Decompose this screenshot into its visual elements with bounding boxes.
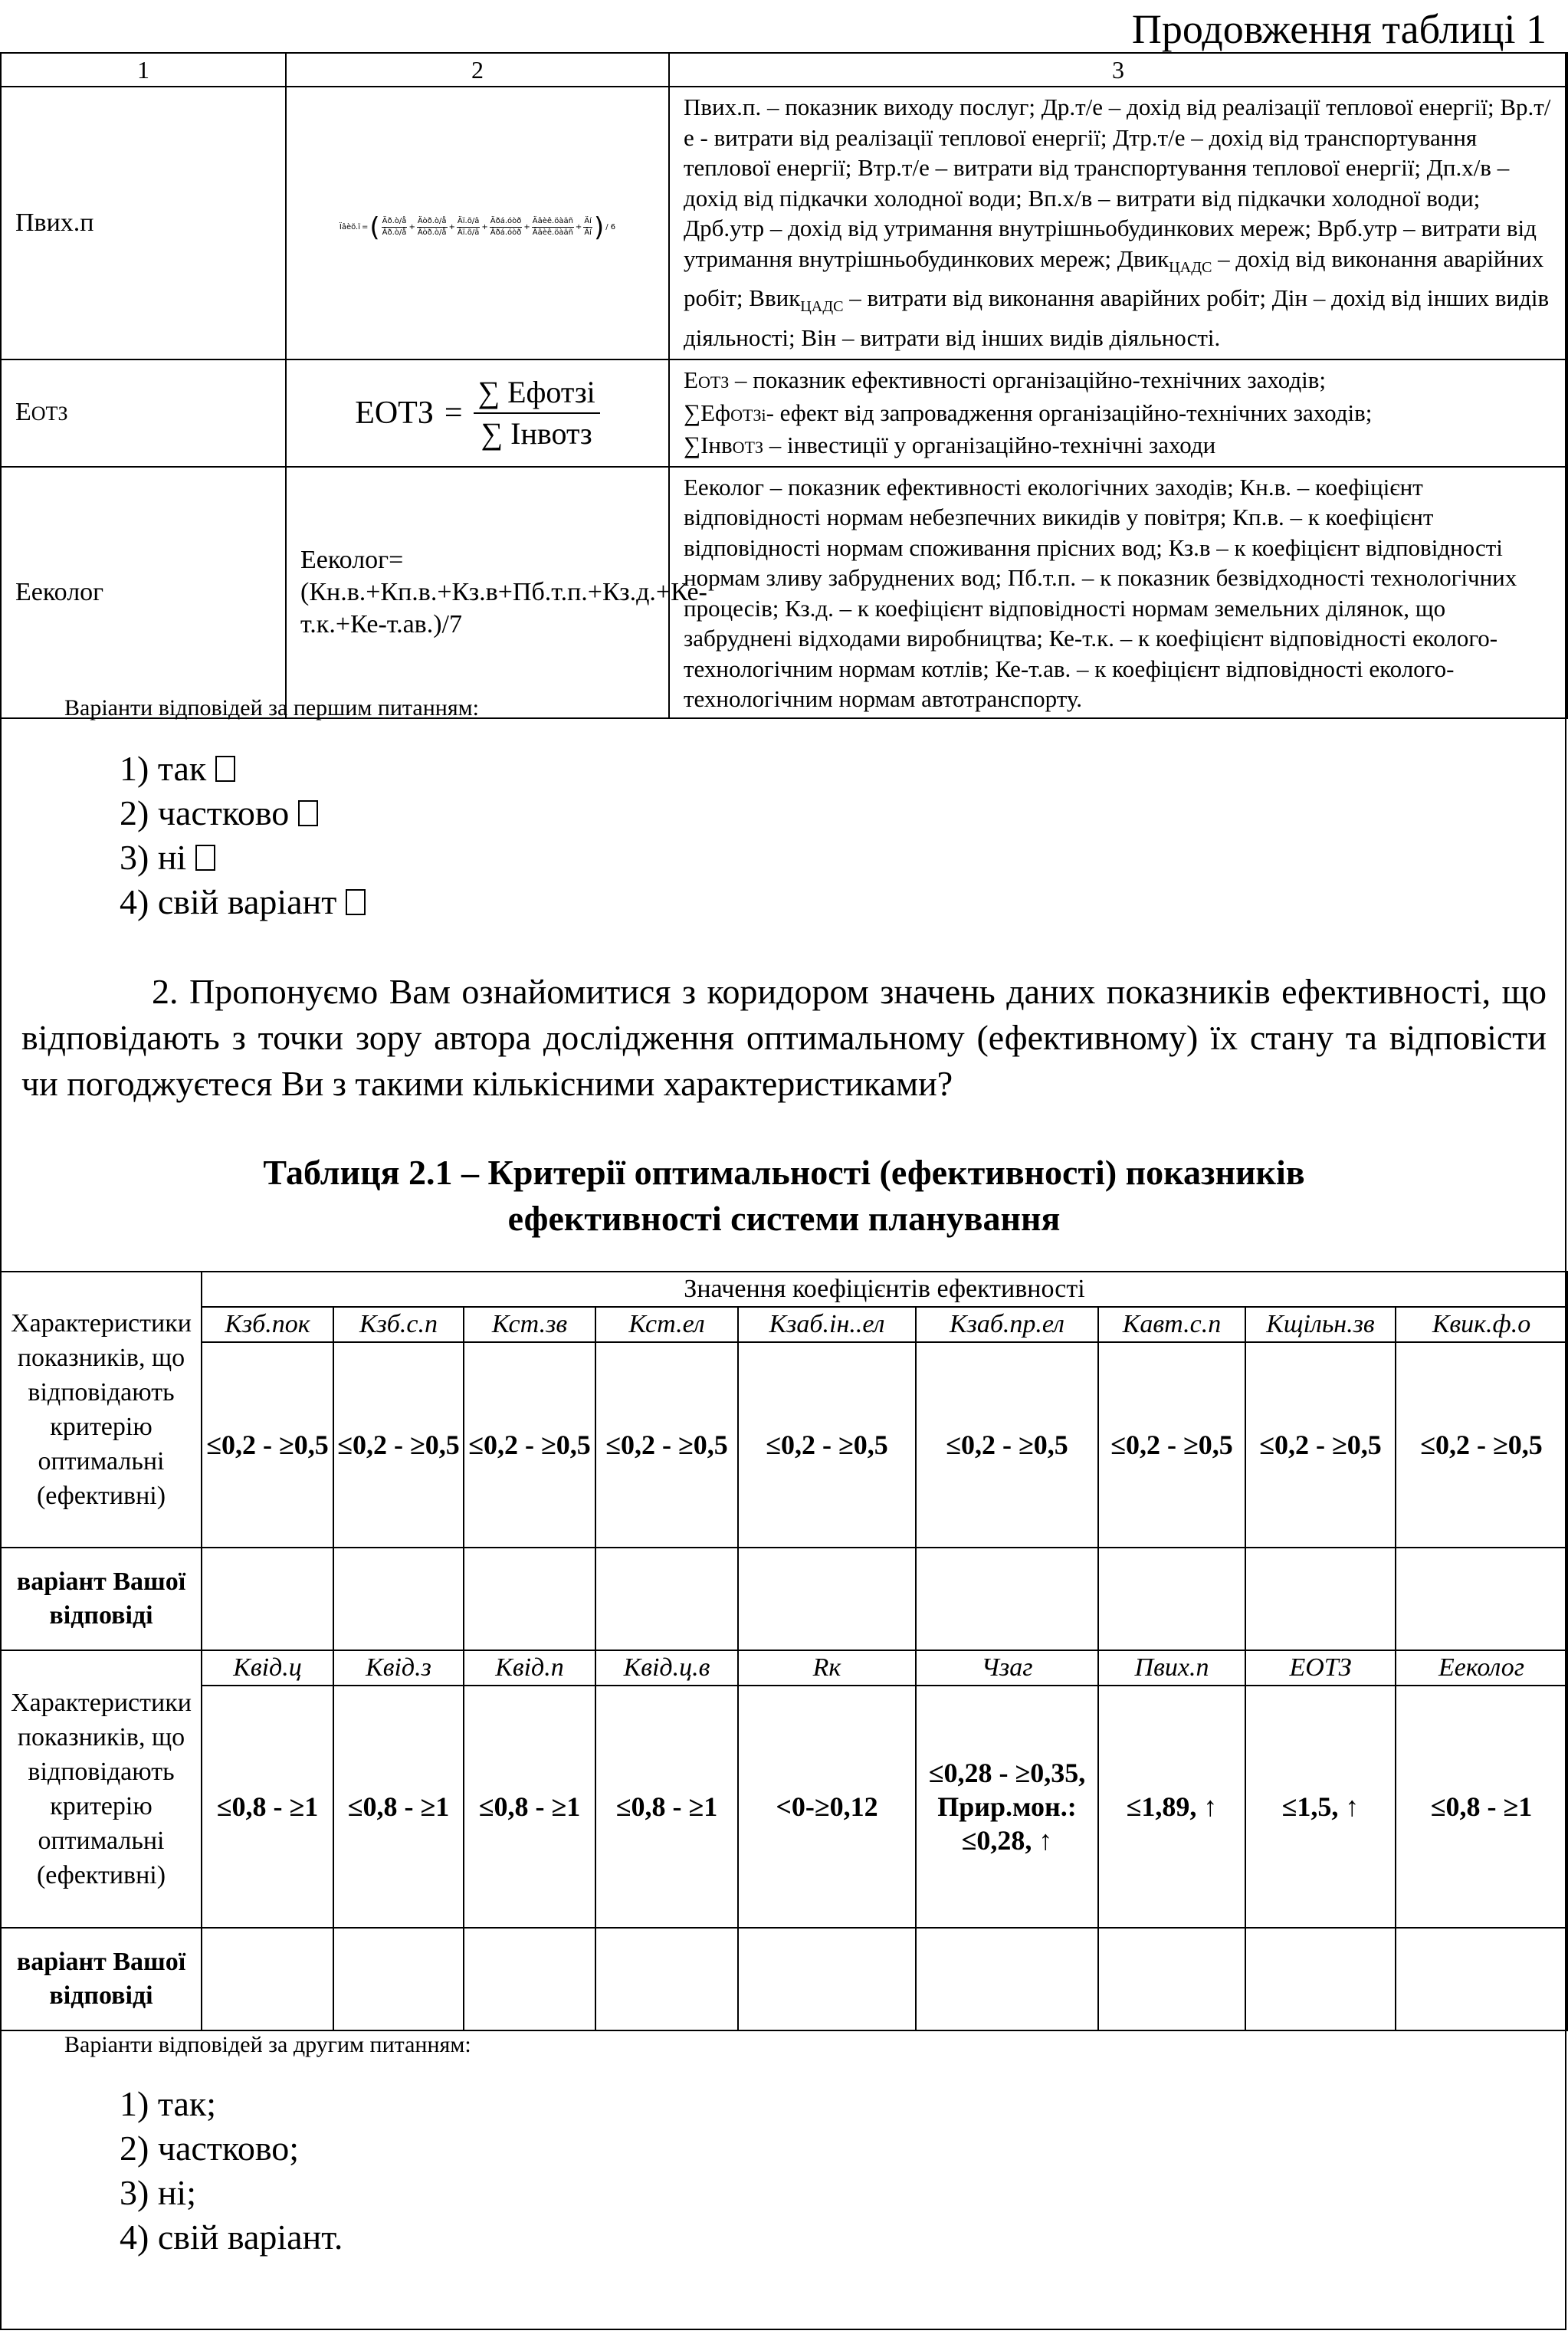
value-cell: ≤0,8 - ≥1 <box>595 1686 738 1928</box>
indicator-name: ЕОТЗ <box>1 359 286 467</box>
answer-cell[interactable] <box>1098 1548 1245 1650</box>
value-cell: <0-≥0,12 <box>738 1686 916 1928</box>
your-answer-label: варіант Вашої відповіді <box>1 1548 202 1650</box>
column-number: 2 <box>286 53 669 87</box>
value-cell: ≤1,5, ↑ <box>1245 1686 1396 1928</box>
table-row <box>1 87 1567 359</box>
coef-name: Кст.ел <box>595 1307 738 1342</box>
answer-cell[interactable] <box>738 1548 916 1650</box>
value-cell: ≤0,2 - ≥0,5 <box>1245 1342 1396 1548</box>
value-cell: ≤0,2 - ≥0,5 <box>1098 1342 1245 1548</box>
coef-name: Кщільн.зв <box>1245 1307 1396 1342</box>
description-cell: Пвих.п. – показник виходу послуг; Др.т/е – дохід від реалізації теплової енергії; Вр.т/е - витрати від реалізації теплової енергії; Дтр.т/е – дохід від транспортування теплової енергії; Втр.т/е – витрати від транспортування теплової енергії; Дп.х/в – дохід від підкачки холодної води; Вп.х/в – витрати від підкачки холодної води; Дрб.утр – дохід від утримання внутрішньобудинкових мереж; Врб.утр – витрати від утримання внутрішньобудинкових мереж; Двик$_{ЦАДС}$ – дохід від виконання аварійних робіт; Ввик$_{ЦАДС}$ – витрати від виконання аварійних робіт; Дін – дохід від інших видів діяльності; Він – витрати від інших видів діяльності. <box>669 87 1567 359</box>
value-cell: ≤0,2 - ≥0,5 <box>464 1342 595 1548</box>
answer-cell[interactable] <box>595 1928 738 2030</box>
coef-name: ЕОТЗ <box>1245 1650 1396 1686</box>
group-header: Значення коефіцієнтів ефективності <box>202 1272 1567 1307</box>
answer-cell[interactable] <box>1396 1548 1567 1650</box>
answer-cell[interactable] <box>1245 1548 1396 1650</box>
table-2-1-title: Таблиця 2.1 – Критерії оптимальності (ефективності) показників ефективності системи планування <box>263 1153 1305 1238</box>
question-2: 2. Пропонуємо Вам ознайомитися з коридором значень даних показників ефективності, що відповідають з точки зору автора дослідження оптимальному (ефективному) їх стану та відповісти чи погоджуєтеся Ви з такими кількісними характеристиками? <box>21 972 1547 1103</box>
coef-name: Rк <box>738 1650 916 1686</box>
criteria-table <box>0 1271 1568 2031</box>
table-row <box>1 359 1567 467</box>
answer-options <box>120 747 366 924</box>
checkbox[interactable] <box>298 800 318 826</box>
value-cell: ≤0,8 - ≥1 <box>333 1686 464 1928</box>
coef-name: Кзб.с.п <box>333 1307 464 1342</box>
checkbox[interactable] <box>346 889 366 915</box>
answer-option[interactable]: 3) ні <box>120 835 366 880</box>
indicators-table <box>0 52 1568 719</box>
coef-name: Кавт.с.п <box>1098 1307 1245 1342</box>
answer-cell[interactable] <box>333 1928 464 2030</box>
group-header-row <box>1 1272 1567 1307</box>
value-cell: ≤0,2 - ≥0,5 <box>738 1342 916 1548</box>
formula-cell <box>286 359 669 467</box>
coef-name: Квід.ц <box>202 1650 333 1686</box>
column-number: 3 <box>669 53 1567 87</box>
coef-name: Кзаб.пр.ел <box>916 1307 1098 1342</box>
answer-cell[interactable] <box>595 1548 738 1650</box>
answer-cell[interactable] <box>1245 1928 1396 2030</box>
description-cell: ЕОТЗ – показник ефективності організаційно-технічних заходів; ∑ЕфОТЗі- ефект від запровадження організаційно-технічних заходів; ∑ІнвОТЗ – інвестиції у організаційно-технічні заходи <box>669 359 1567 467</box>
answer-cell[interactable] <box>738 1928 916 2030</box>
value-cell: ≤0,8 - ≥1 <box>202 1686 333 1928</box>
answers-caption: Варіанти відповідей за першим питанням: <box>64 695 479 721</box>
value-cell: ≤0,2 - ≥0,5 <box>916 1342 1098 1548</box>
value-cell: ≤1,89, ↑ <box>1098 1686 1245 1928</box>
answer-cell[interactable] <box>1098 1928 1245 2030</box>
row-label: Характеристики показників, що відповідають критерію оптимальні (ефективні) <box>1 1650 202 1928</box>
coef-name: Кзаб.ін..ел <box>738 1307 916 1342</box>
indicator-name: Пвих.п <box>1 87 286 359</box>
answer-options <box>120 2082 343 2260</box>
column-number: 1 <box>1 53 286 87</box>
row-label: Характеристики показників, що відповідають критерію оптимальні (ефективні) <box>1 1272 202 1548</box>
answer-option[interactable]: 3) ні; <box>120 2173 196 2212</box>
value-cell: ≤0,2 - ≥0,5 <box>1396 1342 1567 1548</box>
answer-cell[interactable] <box>333 1548 464 1650</box>
formula-cell <box>286 87 669 359</box>
table-header-row <box>1 53 1567 87</box>
coef-row <box>1 1650 1567 1686</box>
answer-option[interactable]: 2) частково; <box>120 2129 300 2168</box>
answer-cell[interactable] <box>916 1928 1098 2030</box>
value-cell: ≤0,28 - ≥0,35, Прир.мон.: ≤0,28, ↑ <box>916 1686 1098 1928</box>
your-answer-row <box>1 1548 1567 1650</box>
your-answer-label: варіант Вашої відповіді <box>1 1928 202 2030</box>
your-answer-row <box>1 1928 1567 2030</box>
coef-name: Квик.ф.о <box>1396 1307 1567 1342</box>
table-row <box>1 467 1567 718</box>
coef-name: Пвих.п <box>1098 1650 1245 1686</box>
value-cell: ≤0,2 - ≥0,5 <box>333 1342 464 1548</box>
indicator-name: Ееколог <box>1 467 286 718</box>
value-cell: ≤0,8 - ≥1 <box>464 1686 595 1928</box>
answer-cell[interactable] <box>916 1548 1098 1650</box>
coef-name: Квід.ц.в <box>595 1650 738 1686</box>
checkbox[interactable] <box>215 756 235 782</box>
coef-name: Кст.зв <box>464 1307 595 1342</box>
value-cell: ≤0,2 - ≥0,5 <box>202 1342 333 1548</box>
formula-cell: Ееколог=(Кн.в.+Кп.в.+Кз.в+Пб.т.п.+Кз.д.+Ке-т.к.+Ке-т.ав.)/7 <box>286 467 669 718</box>
answer-cell[interactable] <box>464 1928 595 2030</box>
formula: ЕОТЗ = $\frac{\text{∑ Ефотзі}}{\text{∑ Інвотз}}$ <box>355 374 600 452</box>
continuation-title: Продовження таблиці 1 <box>1131 6 1547 52</box>
answer-cell[interactable] <box>464 1548 595 1650</box>
answer-cell[interactable] <box>202 1548 333 1650</box>
coef-row <box>1 1307 1567 1342</box>
value-cell: ≤0,2 - ≥0,5 <box>595 1342 738 1548</box>
answer-option[interactable]: 1) так <box>120 747 366 791</box>
coef-name: Ееколог <box>1396 1650 1567 1686</box>
answer-option[interactable]: 2) частково <box>120 791 366 835</box>
value-cell: ≤0,8 - ≥1 <box>1396 1686 1567 1928</box>
answers-caption: Варіанти відповідей за другим питанням: <box>64 2032 471 2057</box>
value-row <box>1 1342 1567 1548</box>
answer-option[interactable]: 4) свій варіант <box>120 880 366 924</box>
answer-cell[interactable] <box>202 1928 333 2030</box>
coef-name: Кзб.пок <box>202 1307 333 1342</box>
answer-option[interactable]: 1) так; <box>120 2084 217 2123</box>
checkbox[interactable] <box>195 845 215 871</box>
answer-option[interactable]: 4) свій варіант. <box>120 2217 343 2257</box>
value-row <box>1 1686 1567 1928</box>
coef-name: Квід.з <box>333 1650 464 1686</box>
coef-name: Квід.п <box>464 1650 595 1686</box>
description-cell: Ееколог – показник ефективності екологічних заходів; Кн.в. – коефіцієнт відповідності нормам небезпечних викидів у повітря; Кп.в. – к коефіцієнт відповідності нормам споживання прісних вод; Кз.в – к коефіцієнт відповідності нормам зливу забруднених вод; Пб.т.п. – к показник безвідходності технологічних процесів; Кз.д. – к коефіцієнт відповідності нормам земельних ділянок, що забруднені відходами виробництва; Ке-т.к. – к коефіцієнт відповідності еколого-технологічним нормам котлів; Ке-т.ав. – к коефіцієнт відповідності еколого-технологічним нормам автотранспорту. <box>669 467 1567 718</box>
coef-name: Чзаг <box>916 1650 1098 1686</box>
formula: Ïâèõ.ï = ( $\frac{Äð.ò/å}{Âð.ò/å}$ + $\frac{\text{Äòð.ò/å}}{\text{Âòð.ò/å}}$ + $\frac{Äï.õ/â}{Âï.õ/â}$ + $\frac{\text{Äðá.óòð}}{\text{Âðá.óòð}}$ + $\frac{\text{Äâèê.öàäñ}}{\text{Ââèê.öàäñ}}$ + $\frac{Äí}{Âí}$ ) / 6 <box>339 212 616 243</box>
answer-cell[interactable] <box>1396 1928 1567 2030</box>
